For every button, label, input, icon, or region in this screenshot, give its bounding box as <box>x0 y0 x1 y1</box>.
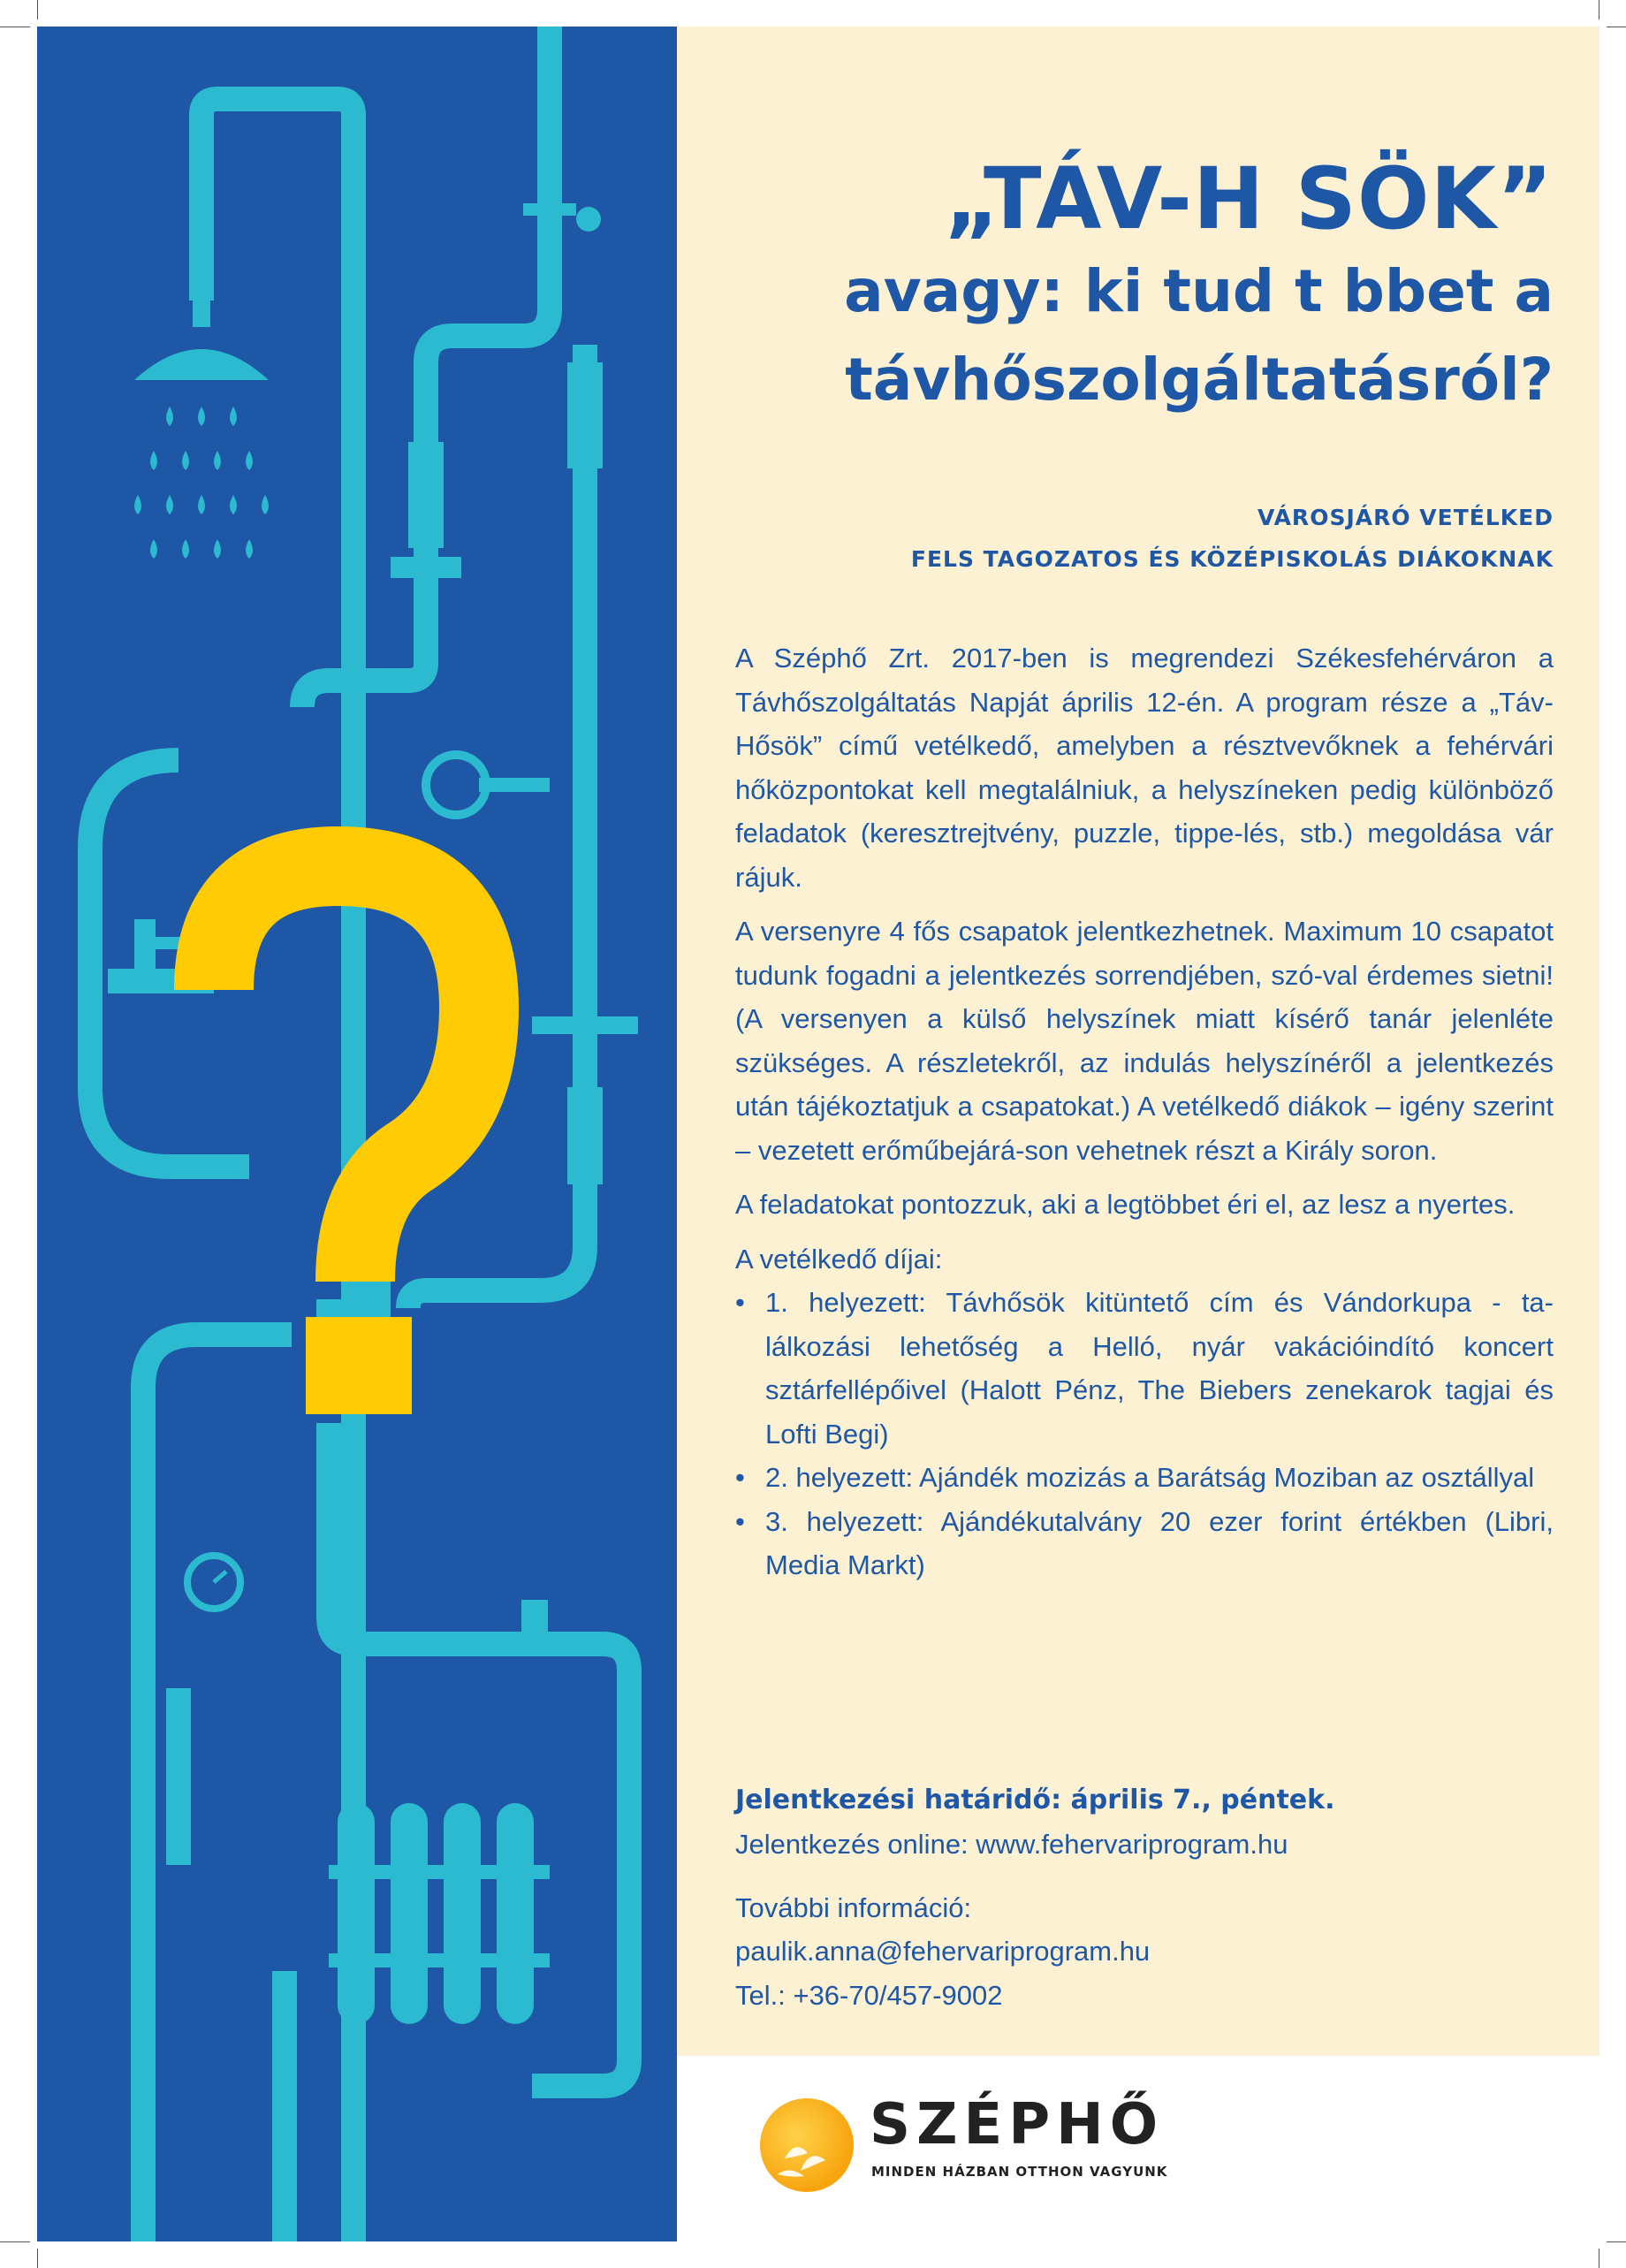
pipe-network-illustration <box>37 27 677 2241</box>
paragraph-intro: A Széphő Zrt. 2017-ben is megrendezi Székesfehérváron a Távhőszolgáltatás Napját április 12-én. A program része a „Táv-Hősök” című vetélkedő, amelyben a résztvevőknek a fehérvári hőközpontokat kell megtalálniuk, a helyszíneken pedig különböző feladatok (keresztrejtvény, puzzle, tippe-lés, stb.) megoldása vár rájuk. <box>735 643 1554 893</box>
title-line-2: avagy: ki tud t bbet a <box>844 257 1554 325</box>
prizes-list <box>735 1281 1554 1587</box>
subtitle-line-2: FELS TAGOZATOS ÉS KÖZÉPISKOLÁS DIÁKOKNAK <box>910 546 1554 572</box>
shower-icon <box>134 292 269 559</box>
online-registration-link[interactable]: Jelentkezés online: www.fehervariprogram.hu <box>735 1829 1288 1860</box>
subtitle-line-1: VÁROSJÁRÓ VETÉLKED <box>1257 505 1554 530</box>
szepho-logo <box>758 2086 1218 2210</box>
more-info-label: További információ: <box>735 1891 972 1923</box>
body-text <box>735 636 1554 1587</box>
deadline: Jelentkezési határidő: április 7., péntek. <box>735 1785 1335 1815</box>
pressure-gauge-icon <box>187 1556 240 1609</box>
logo-name: SZÉPHŐ <box>870 2092 1165 2158</box>
prizes-heading: A vetélkedő díjai: <box>735 1243 943 1275</box>
crop-mark <box>1607 2241 1626 2242</box>
title-main: „TÁV-H SÖK” <box>944 149 1554 248</box>
prize-item: • 2. helyezett: Ajándék mozizás a Barátság Moziban az osztállyal <box>765 1456 1554 1500</box>
title-line-3: távhőszolgáltatásról? <box>845 346 1554 414</box>
email-link[interactable]: paulik.anna@fehervariprogram.hu <box>735 1936 1151 1967</box>
prize-item: • 1. helyezett: Távhősök kitüntető cím és Vándorkupa - ta-lálkozási lehetőség a Helló, nyár vakációindító koncert sztárfellépőivel (Halott Pénz, The Biebers zenekarok tagjai és Lofti Begi) <box>765 1281 1554 1456</box>
paragraph-scoring: A feladatokat pontozzuk, aki a legtöbbet éri el, az lesz a nyertes. <box>735 1189 1516 1220</box>
crop-mark <box>37 2249 38 2268</box>
crop-mark <box>0 2241 30 2242</box>
logo-slogan: MINDEN HÁZBAN OTTHON VAGYUNK <box>871 2164 1168 2180</box>
contact-block <box>735 1778 1554 2017</box>
spacer <box>735 1867 1554 1886</box>
sun-logo-icon <box>758 2097 855 2194</box>
phone-number[interactable]: Tel.: +36-70/457-9002 <box>735 1979 1003 2011</box>
text-panel <box>677 27 1599 2056</box>
paragraph-teams: A versenyre 4 fős csapatok jelentkezhetnek. Maximum 10 csapatot tudunk fogadni a jelentkezés sorrendjében, szó-val érdemes sietni! (A versenyen a külső helyszínek miatt kísérő tanár jelenléte szükséges. A részletekről, az indulás helyszínéről a jelentkezés után tájékoztatjuk a csapatokat.) A vetélkedő diákok – igény szerint – vezetett erőműbejárá-son vehetnek részt a Király soron. <box>735 916 1554 1166</box>
illustration-panel <box>37 27 677 2241</box>
crop-mark <box>37 0 38 19</box>
title-block <box>735 150 1554 424</box>
prize-item: • 3. helyezett: Ajándékutalvány 20 ezer forint értékben (Libri, Media Markt) <box>765 1500 1554 1587</box>
radiator-icon <box>329 1803 550 2024</box>
faucet-icon <box>364 1246 548 1653</box>
subtitle-block <box>735 497 1554 580</box>
